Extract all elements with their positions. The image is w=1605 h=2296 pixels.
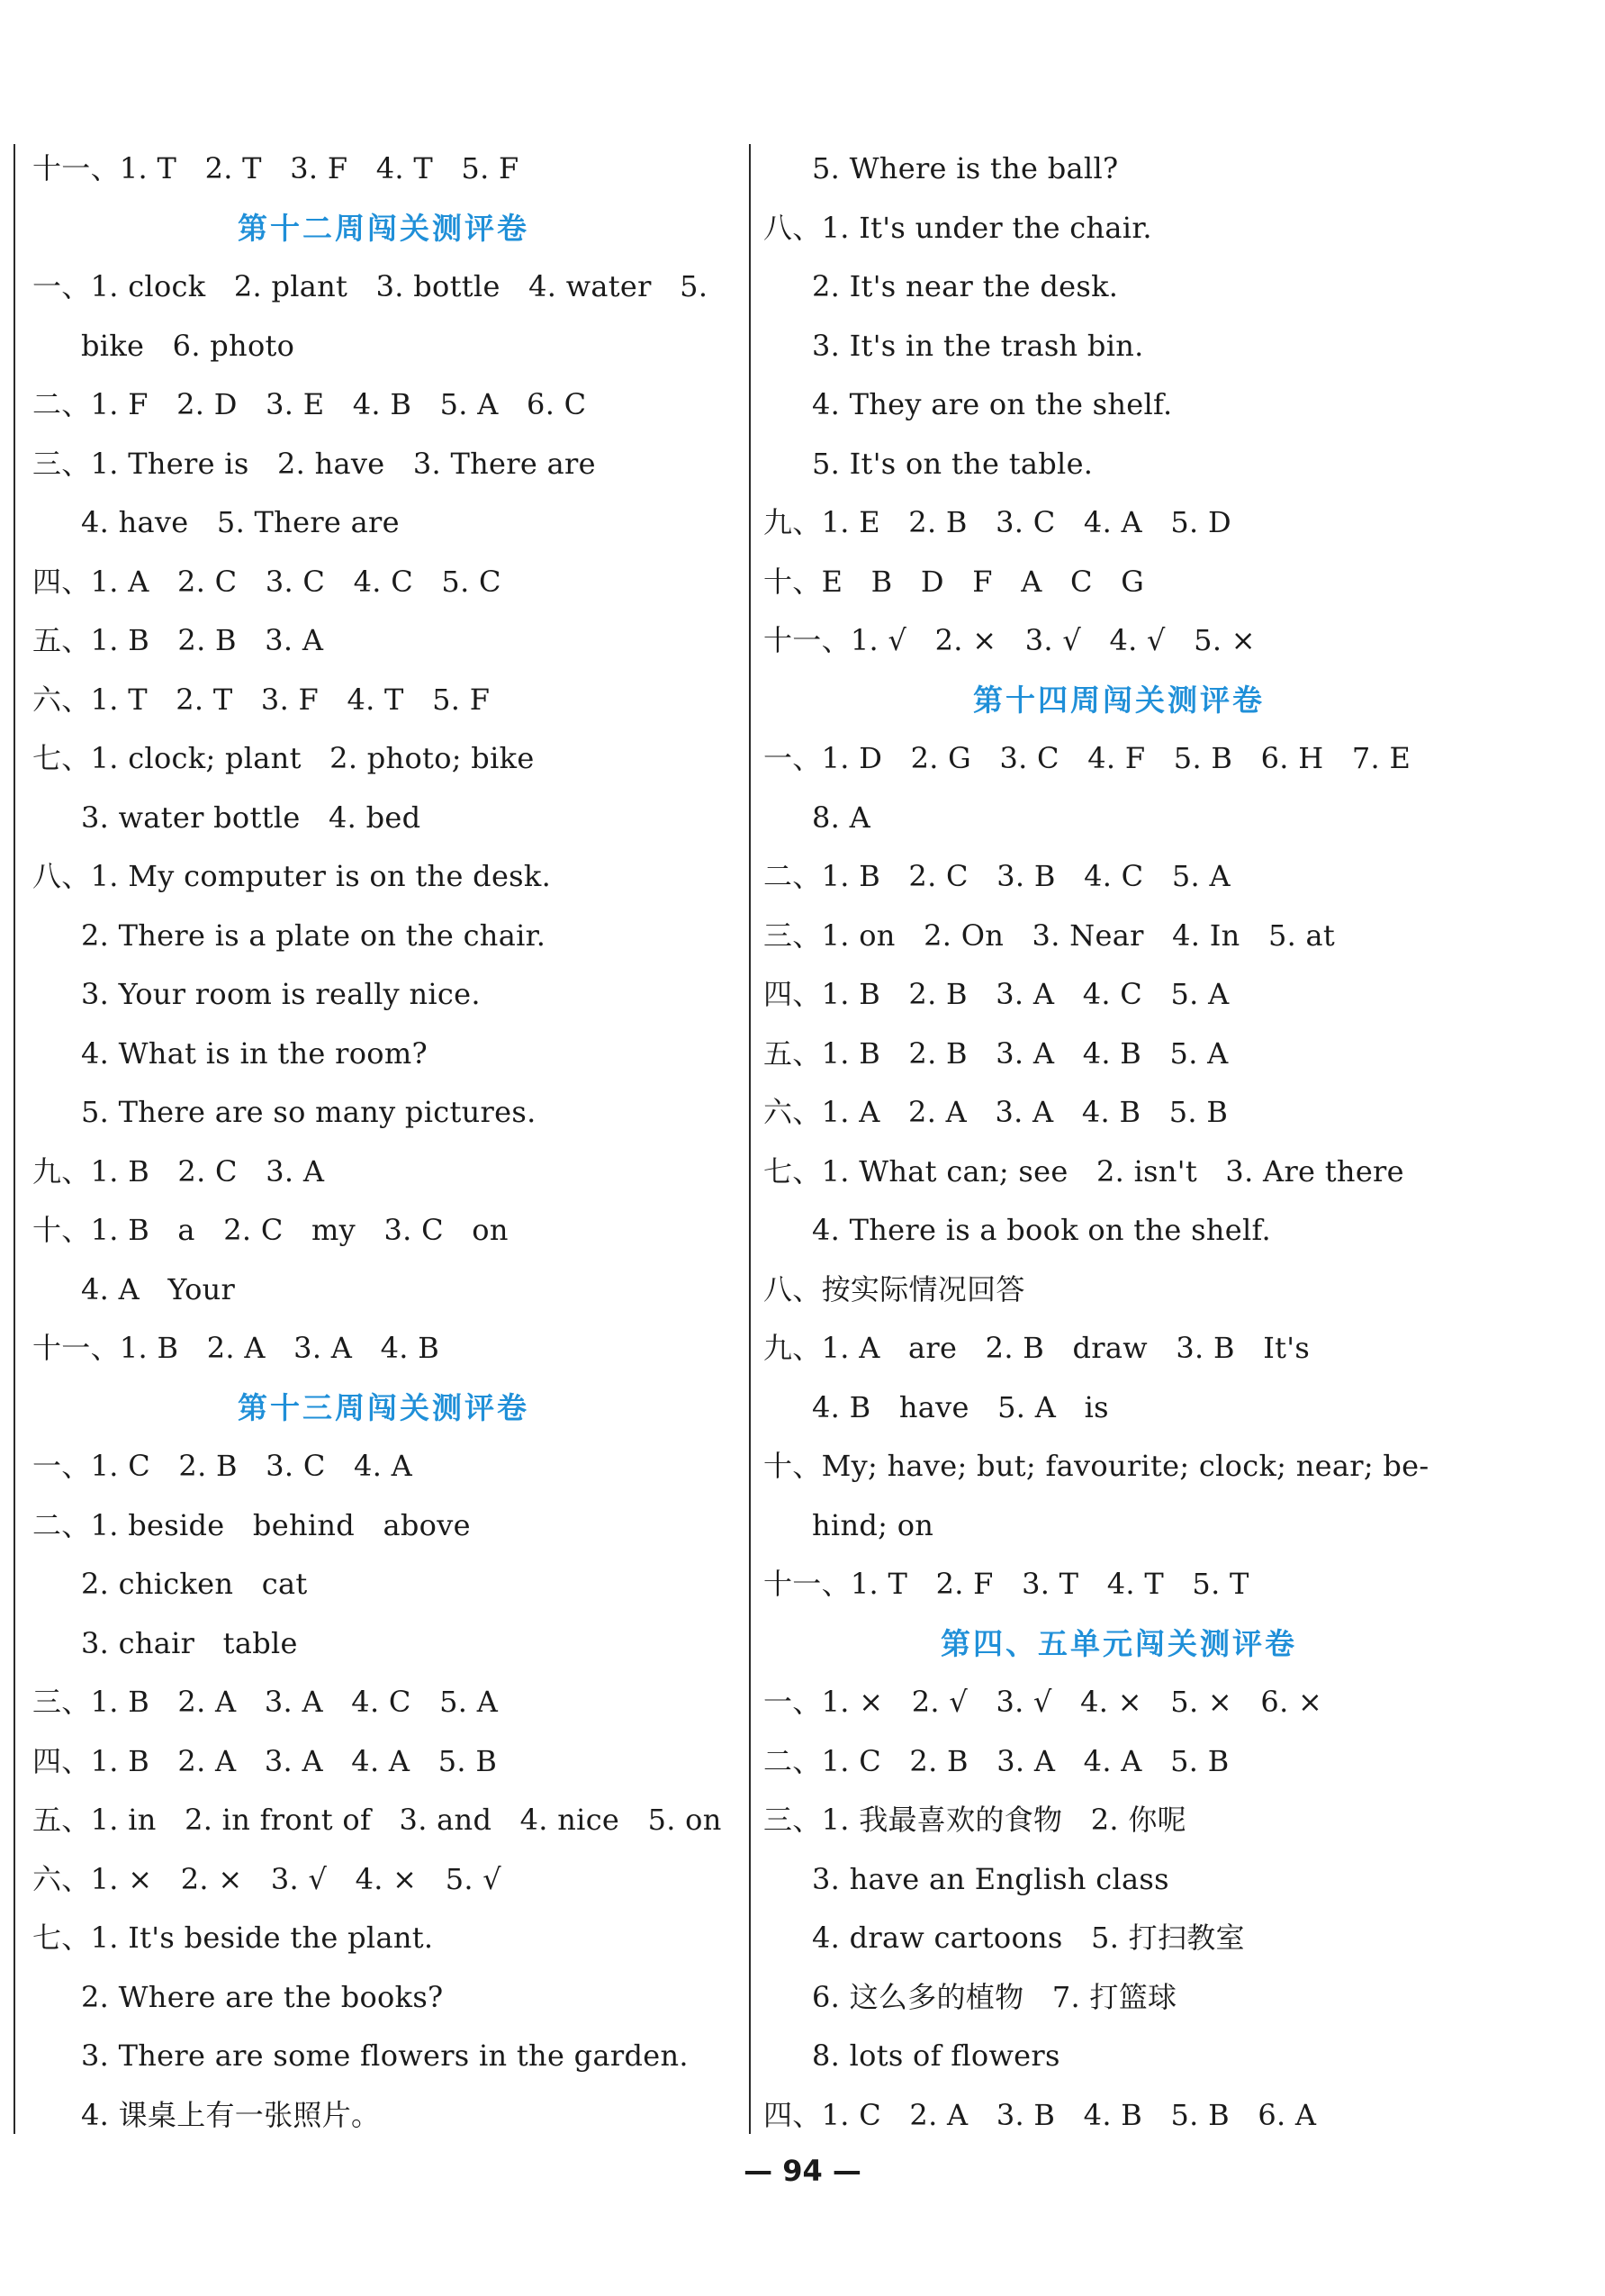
answer-line: 九、1. A are 2. B draw 3. B It's: [763, 1331, 1311, 1365]
answer-line: 8. A: [812, 800, 871, 835]
answer-line: 七、1. What can; see 2. isn't 3. Are there: [763, 1153, 1404, 1189]
answer-line: 二、1. beside behind above: [32, 1507, 471, 1542]
answer-line: 十一、1. T 2. F 3. T 4. T 5. T: [763, 1567, 1249, 1601]
answer-line: 六、1. T 2. T 3. F 4. T 5. F: [32, 682, 491, 717]
answer-line: 5. There are so many pictures.: [81, 1095, 537, 1129]
answer-line: 4. They are on the shelf.: [812, 387, 1173, 421]
answer-line: 5. Where is the ball?: [812, 151, 1119, 185]
answer-line: 四、1. B 2. B 3. A 4. C 5. A: [763, 977, 1230, 1011]
answer-line: 4. There is a book on the shelf.: [812, 1213, 1271, 1247]
answer-line: 4. A Your: [81, 1271, 236, 1306]
answer-line: 3. chair table: [81, 1625, 298, 1660]
section-heading: 第十二周闯关测评卷: [238, 210, 529, 246]
answer-line: 三、1. There is 2. have 3. There are: [32, 446, 596, 481]
answer-line: 四、1. B 2. A 3. A 4. A 5. B: [32, 1743, 498, 1778]
answer-line: 八、1. It's under the chair.: [763, 210, 1152, 245]
answer-line: bike 6. photo: [81, 328, 295, 363]
answer-line: 4. draw cartoons 5. 打扫教室: [812, 1921, 1245, 1955]
answer-line: 五、1. B 2. B 3. A: [32, 623, 324, 657]
answer-line: 九、1. B 2. C 3. A: [32, 1153, 325, 1189]
answer-line: 六、1. A 2. A 3. A 4. B 5. B: [763, 1095, 1229, 1129]
answer-line: 2. There is a plate on the chair.: [81, 917, 546, 953]
answer-line: 4. B have 5. A is: [812, 1389, 1109, 1424]
answer-line: 三、1. B 2. A 3. A 4. C 5. A: [32, 1685, 499, 1719]
answer-line: 3. have an English class: [812, 1861, 1169, 1896]
answer-line: hind; on: [812, 1507, 934, 1542]
answer-line: 六、1. × 2. × 3. √ 4. × 5. √: [32, 1861, 501, 1896]
answer-line: 3. Your room is really nice.: [81, 977, 481, 1011]
center-column-rule: [749, 144, 751, 2134]
answer-line: 3. It's in the trash bin.: [812, 328, 1144, 363]
answer-line: 三、1. on 2. On 3. Near 4. In 5. at: [763, 917, 1336, 953]
answer-line: 5. It's on the table.: [812, 446, 1094, 481]
answer-line: 8. lots of flowers: [812, 2038, 1060, 2073]
answer-line: 4. have 5. There are: [81, 505, 400, 539]
answer-line: 七、1. It's beside the plant.: [32, 1921, 434, 1955]
answer-line: 一、1. × 2. √ 3. √ 4. × 5. × 6. ×: [763, 1685, 1323, 1719]
answer-line: 二、1. B 2. C 3. B 4. C 5. A: [763, 859, 1231, 893]
section-heading: 第十四周闯关测评卷: [973, 682, 1265, 718]
answer-line: 十一、1. T 2. T 3. F 4. T 5. F: [32, 151, 519, 185]
answer-line: 4. 课桌上有一张照片。: [81, 2097, 381, 2132]
section-heading: 第十三周闯关测评卷: [238, 1389, 529, 1425]
answer-line: 五、1. in 2. in front of 3. and 4. nice 5. on: [32, 1803, 722, 1837]
right-column: [763, 140, 1474, 2145]
answer-line: 二、1. F 2. D 3. E 4. B 5. A 6. C: [32, 387, 587, 421]
answer-line: 四、1. A 2. C 3. C 4. C 5. C: [32, 564, 501, 599]
answer-line: 五、1. B 2. B 3. A 4. B 5. A: [763, 1035, 1229, 1071]
answer-line: 一、1. D 2. G 3. C 4. F 5. B 6. H 7. E: [763, 741, 1411, 775]
answer-line: 八、1. My computer is on the desk.: [32, 859, 552, 893]
answer-line: 一、1. clock 2. plant 3. bottle 4. water 5.: [32, 269, 708, 303]
answer-line: 十一、1. B 2. A 3. A 4. B: [32, 1331, 440, 1365]
answer-line: 二、1. C 2. B 3. A 4. A 5. B: [763, 1743, 1230, 1778]
left-column: [32, 140, 735, 2145]
left-column-rule: [14, 144, 15, 2134]
answer-line: 3. There are some flowers in the garden.: [81, 2038, 689, 2073]
answer-line: 九、1. E 2. B 3. C 4. A 5. D: [763, 505, 1231, 539]
answer-line: 2. It's near the desk.: [812, 269, 1119, 303]
answer-line: 十一、1. √ 2. × 3. √ 4. √ 5. ×: [763, 623, 1256, 657]
answer-line: 三、1. 我最喜欢的食物 2. 你呢: [763, 1803, 1186, 1837]
answer-line: 一、1. C 2. B 3. C 4. A: [32, 1449, 413, 1483]
answer-line: 四、1. C 2. A 3. B 4. B 5. B 6. A: [763, 2097, 1317, 2132]
answer-line: 十、E B D F A C G: [763, 564, 1145, 599]
answer-line: 七、1. clock; plant 2. photo; bike: [32, 741, 535, 775]
answer-line: 4. What is in the room?: [81, 1035, 428, 1071]
answer-line: 八、按实际情况回答: [763, 1271, 1025, 1306]
answer-line: 十、My; have; but; favourite; clock; near; be-: [763, 1449, 1429, 1483]
page-number: — 94 —: [744, 2154, 861, 2188]
answer-line: 6. 这么多的植物 7. 打篮球: [812, 1979, 1177, 2014]
answer-line: 2. Where are the books?: [81, 1979, 444, 2014]
section-heading: 第四、五单元闯关测评卷: [941, 1625, 1297, 1661]
answer-line: 3. water bottle 4. bed: [81, 800, 421, 835]
answer-line: 2. chicken cat: [81, 1567, 308, 1601]
answer-line: 十、1. B a 2. C my 3. C on: [32, 1213, 509, 1247]
